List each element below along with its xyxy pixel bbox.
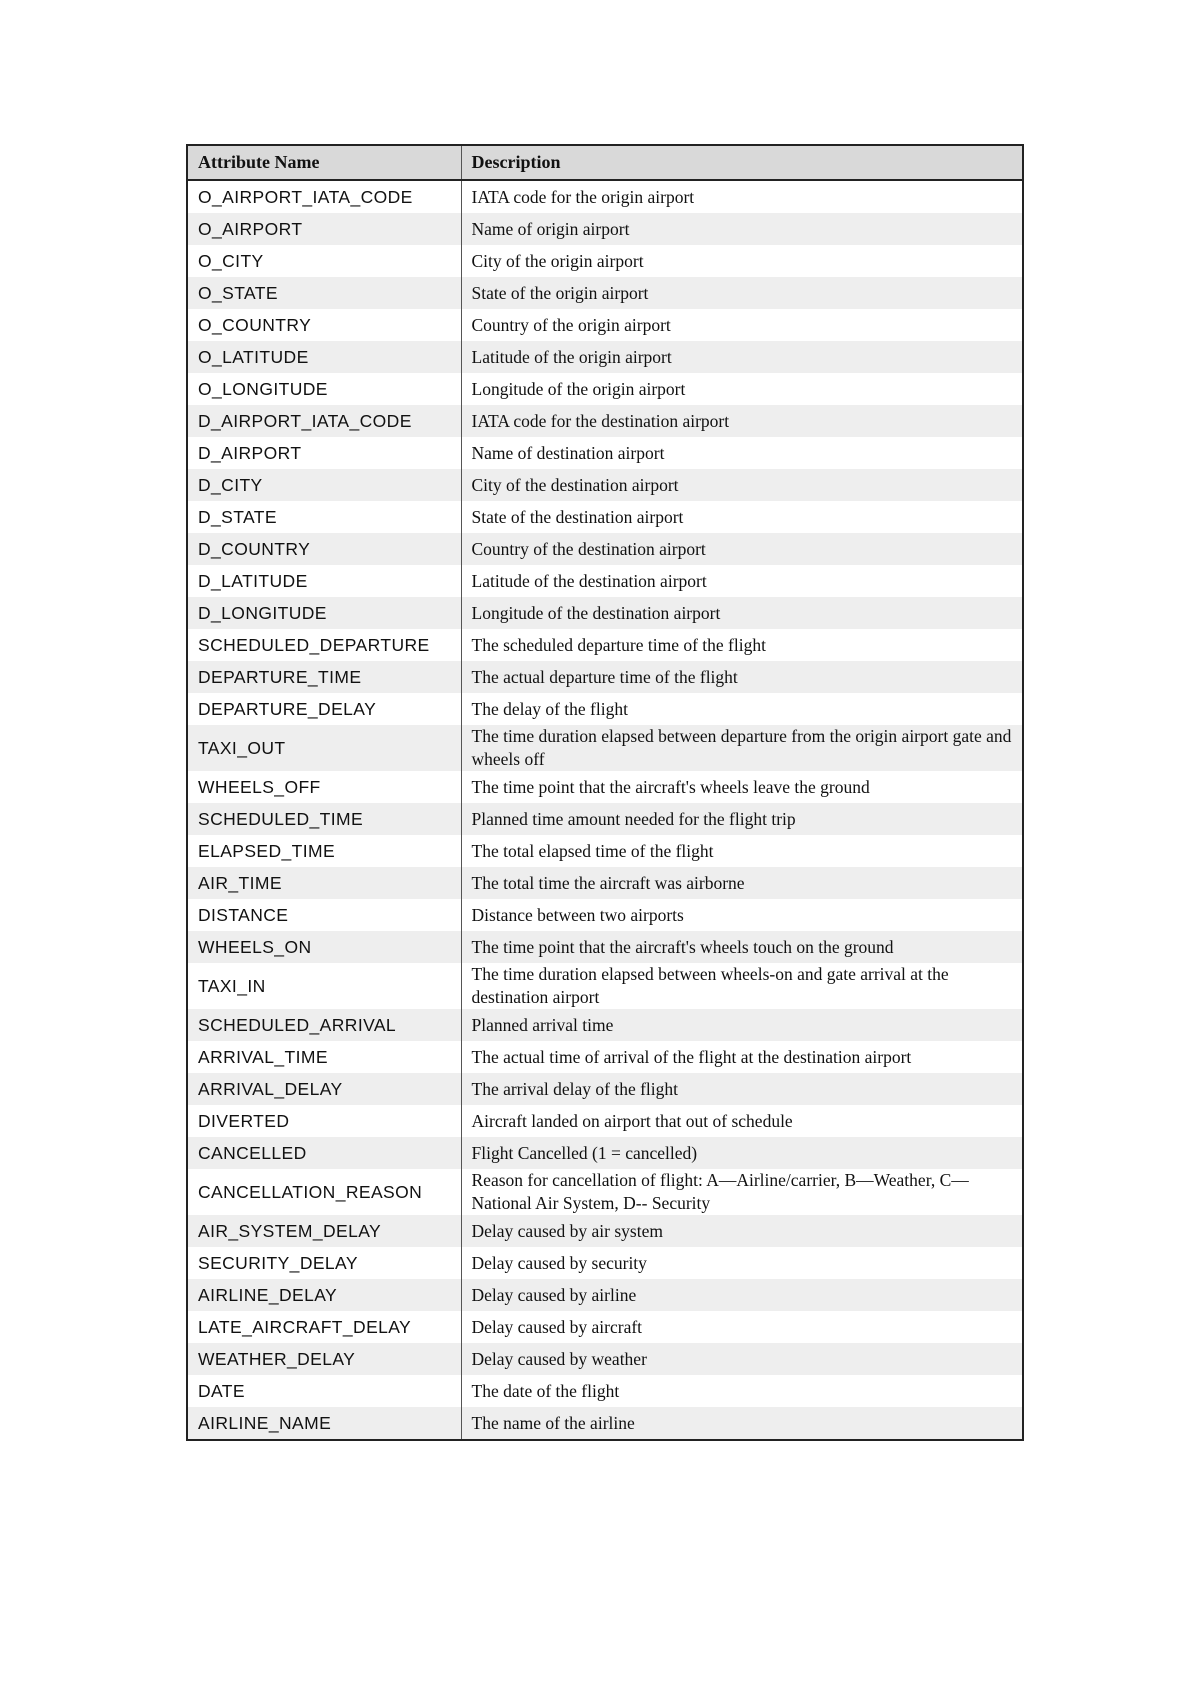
description-cell: The name of the airline [461, 1407, 1023, 1440]
attribute-name-cell: SCHEDULED_DEPARTURE [187, 629, 461, 661]
description-cell: The arrival delay of the flight [461, 1073, 1023, 1105]
attribute-name-cell: AIRLINE_NAME [187, 1407, 461, 1440]
table-row [187, 1137, 1023, 1169]
attribute-name-cell: WHEELS_OFF [187, 771, 461, 803]
header-row [187, 145, 1023, 180]
attribute-name-cell: O_AIRPORT_IATA_CODE [187, 180, 461, 213]
description-cell: The total time the aircraft was airborne [461, 867, 1023, 899]
table-row [187, 1407, 1023, 1440]
description-cell: The actual departure time of the flight [461, 661, 1023, 693]
table-header [187, 145, 1023, 180]
attribute-name-cell: DATE [187, 1375, 461, 1407]
table-row [187, 803, 1023, 835]
table-row [187, 565, 1023, 597]
attribute-name-cell: WHEELS_ON [187, 931, 461, 963]
description-cell: Delay caused by airline [461, 1279, 1023, 1311]
description-cell: The time point that the aircraft's wheels touch on the ground [461, 931, 1023, 963]
table-row [187, 1343, 1023, 1375]
table-row [187, 1169, 1023, 1215]
table-row [187, 405, 1023, 437]
table-row [187, 597, 1023, 629]
table-row [187, 899, 1023, 931]
description-cell: Delay caused by security [461, 1247, 1023, 1279]
table-row [187, 771, 1023, 803]
attribute-name-cell: DEPARTURE_DELAY [187, 693, 461, 725]
attribute-name-cell: ELAPSED_TIME [187, 835, 461, 867]
attribute-name-cell: TAXI_IN [187, 963, 461, 1009]
attribute-name-cell: D_COUNTRY [187, 533, 461, 565]
description-cell: Aircraft landed on airport that out of schedule [461, 1105, 1023, 1137]
table-row [187, 437, 1023, 469]
description-cell: City of the origin airport [461, 245, 1023, 277]
attribute-name-cell: SECURITY_DELAY [187, 1247, 461, 1279]
attribute-name-cell: SCHEDULED_TIME [187, 803, 461, 835]
attribute-name-cell: DEPARTURE_TIME [187, 661, 461, 693]
description-cell: Flight Cancelled (1 = cancelled) [461, 1137, 1023, 1169]
table-row [187, 1215, 1023, 1247]
description-cell: State of the origin airport [461, 277, 1023, 309]
description-cell: Name of destination airport [461, 437, 1023, 469]
attribute-name-cell: CANCELLED [187, 1137, 461, 1169]
description-cell: State of the destination airport [461, 501, 1023, 533]
description-cell: The total elapsed time of the flight [461, 835, 1023, 867]
description-cell: Country of the origin airport [461, 309, 1023, 341]
description-cell: Distance between two airports [461, 899, 1023, 931]
description-cell: Country of the destination airport [461, 533, 1023, 565]
description-cell: Delay caused by aircraft [461, 1311, 1023, 1343]
attribute-name-cell: D_AIRPORT_IATA_CODE [187, 405, 461, 437]
table-row [187, 245, 1023, 277]
description-cell: Planned time amount needed for the flight trip [461, 803, 1023, 835]
attribute-name-cell: O_LONGITUDE [187, 373, 461, 405]
attribute-name-cell: LATE_AIRCRAFT_DELAY [187, 1311, 461, 1343]
description-cell: Name of origin airport [461, 213, 1023, 245]
attribute-name-cell: O_CITY [187, 245, 461, 277]
table-row [187, 180, 1023, 213]
attribute-name-cell: O_COUNTRY [187, 309, 461, 341]
attribute-name-cell: O_STATE [187, 277, 461, 309]
table-row [187, 469, 1023, 501]
attribute-name-cell: D_LONGITUDE [187, 597, 461, 629]
header-attribute-name: Attribute Name [187, 145, 461, 180]
attribute-name-cell: DISTANCE [187, 899, 461, 931]
description-cell: The actual time of arrival of the flight at the destination airport [461, 1041, 1023, 1073]
description-cell: Latitude of the destination airport [461, 565, 1023, 597]
description-cell: The date of the flight [461, 1375, 1023, 1407]
attribute-table [186, 144, 1024, 1441]
description-cell: Planned arrival time [461, 1009, 1023, 1041]
attribute-name-cell: CANCELLATION_REASON [187, 1169, 461, 1215]
table-row [187, 963, 1023, 1009]
attribute-name-cell: D_AIRPORT [187, 437, 461, 469]
description-cell: Delay caused by weather [461, 1343, 1023, 1375]
attribute-name-cell: D_LATITUDE [187, 565, 461, 597]
table-row [187, 1311, 1023, 1343]
table-row [187, 501, 1023, 533]
description-cell: The scheduled departure time of the flight [461, 629, 1023, 661]
table-row [187, 1279, 1023, 1311]
table-body [187, 180, 1023, 1440]
description-cell: The time point that the aircraft's wheels leave the ground [461, 771, 1023, 803]
attribute-name-cell: DIVERTED [187, 1105, 461, 1137]
attribute-name-cell: D_STATE [187, 501, 461, 533]
description-cell: Delay caused by air system [461, 1215, 1023, 1247]
table-row [187, 693, 1023, 725]
attribute-name-cell: AIR_TIME [187, 867, 461, 899]
attribute-name-cell: O_LATITUDE [187, 341, 461, 373]
table-row [187, 533, 1023, 565]
description-cell: Longitude of the destination airport [461, 597, 1023, 629]
table-row [187, 725, 1023, 771]
table-row [187, 1375, 1023, 1407]
table-row [187, 213, 1023, 245]
description-cell: Longitude of the origin airport [461, 373, 1023, 405]
table-row [187, 931, 1023, 963]
table-row [187, 661, 1023, 693]
attribute-name-cell: AIRLINE_DELAY [187, 1279, 461, 1311]
attribute-name-cell: D_CITY [187, 469, 461, 501]
description-cell: Latitude of the origin airport [461, 341, 1023, 373]
description-cell: IATA code for the destination airport [461, 405, 1023, 437]
description-cell: City of the destination airport [461, 469, 1023, 501]
description-cell: IATA code for the origin airport [461, 180, 1023, 213]
table-row [187, 1073, 1023, 1105]
header-description: Description [461, 145, 1023, 180]
table-row [187, 373, 1023, 405]
description-cell: The time duration elapsed between wheels-on and gate arrival at the destination airport [461, 963, 1023, 1009]
table-row [187, 1041, 1023, 1073]
attribute-name-cell: ARRIVAL_DELAY [187, 1073, 461, 1105]
table-row [187, 309, 1023, 341]
description-cell: Reason for cancellation of flight: A—Airline/carrier, B—Weather, C—National Air System, D-- Security [461, 1169, 1023, 1215]
attribute-name-cell: ARRIVAL_TIME [187, 1041, 461, 1073]
table-row [187, 867, 1023, 899]
attribute-name-cell: SCHEDULED_ARRIVAL [187, 1009, 461, 1041]
table-row [187, 1105, 1023, 1137]
description-cell: The delay of the flight [461, 693, 1023, 725]
table-row [187, 835, 1023, 867]
table-row [187, 1247, 1023, 1279]
attribute-name-cell: O_AIRPORT [187, 213, 461, 245]
table-row [187, 629, 1023, 661]
table-row [187, 341, 1023, 373]
table-row [187, 277, 1023, 309]
attribute-name-cell: WEATHER_DELAY [187, 1343, 461, 1375]
attribute-name-cell: TAXI_OUT [187, 725, 461, 771]
description-cell: The time duration elapsed between departure from the origin airport gate and wheels off [461, 725, 1023, 771]
table-row [187, 1009, 1023, 1041]
attribute-name-cell: AIR_SYSTEM_DELAY [187, 1215, 461, 1247]
